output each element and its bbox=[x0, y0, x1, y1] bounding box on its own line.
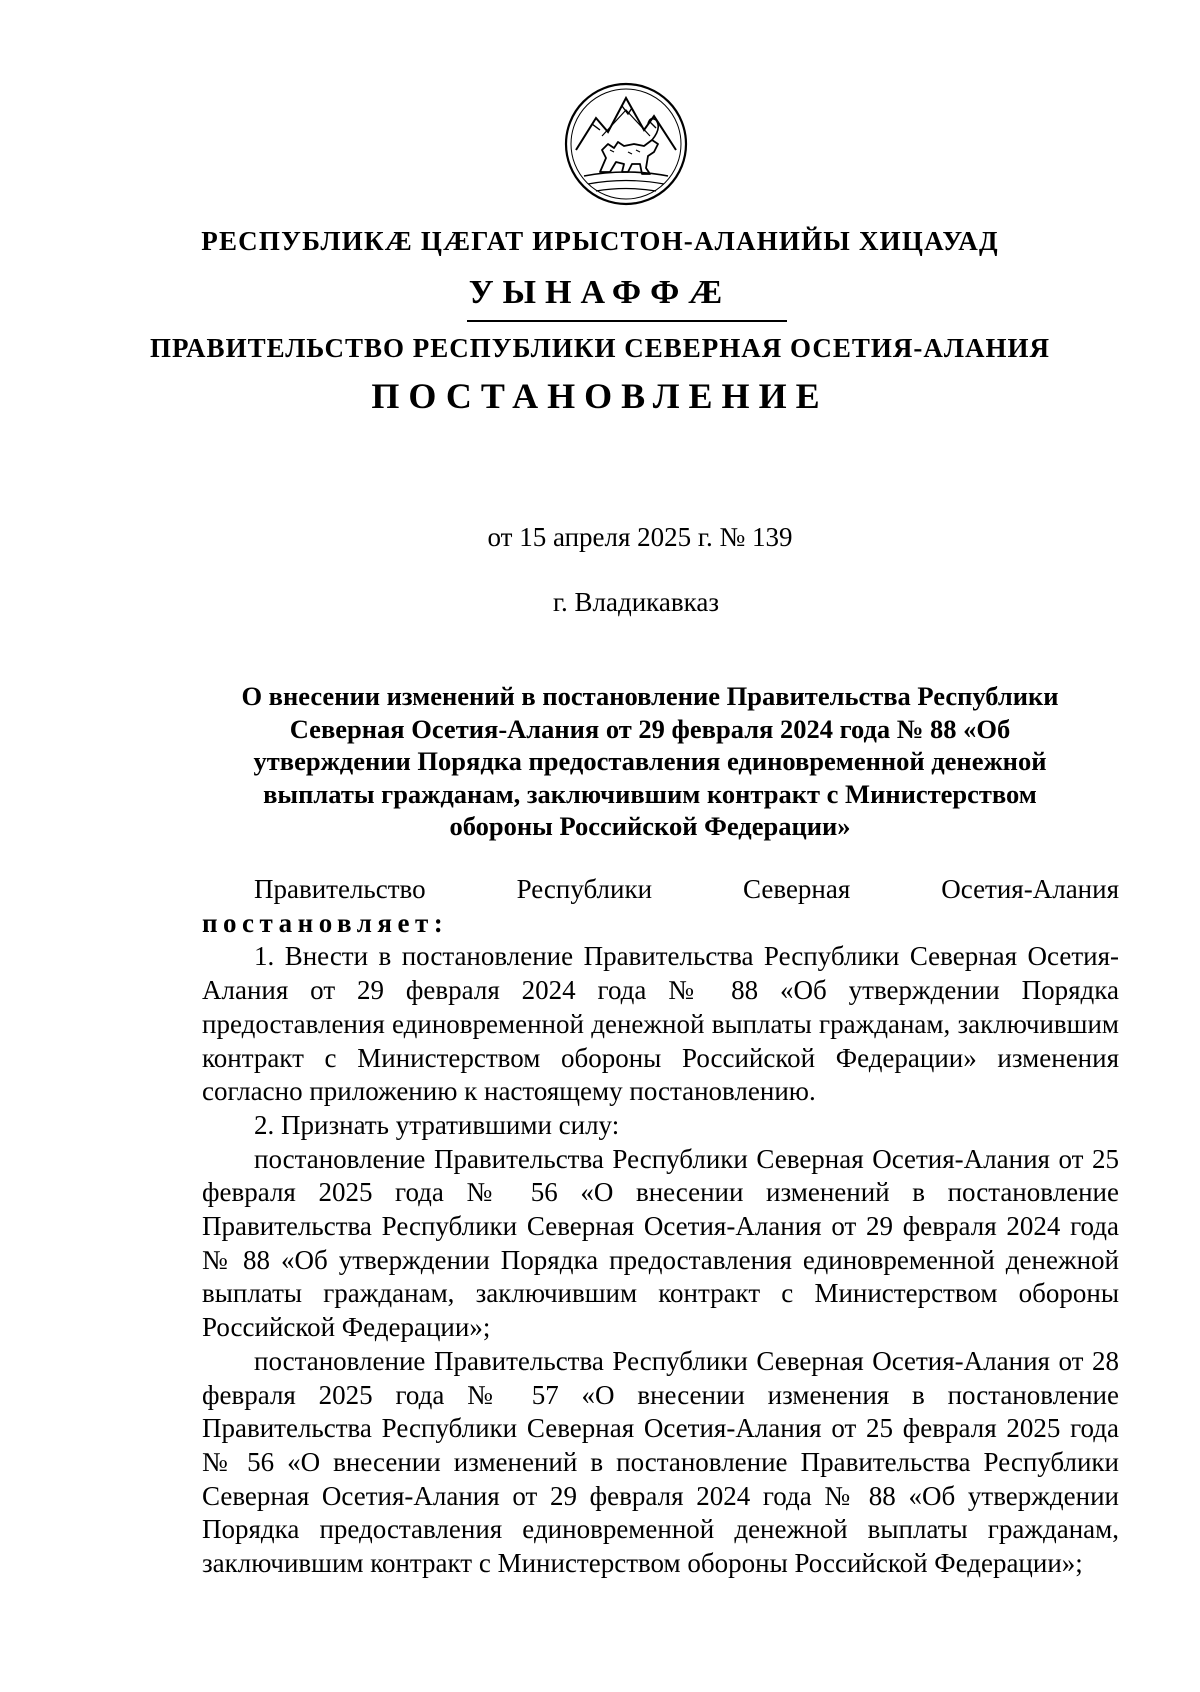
paragraph: постановление Правительства Республики Северная Осетия-Алания от 28 февраля 2025 года № 57 «О внесении изменения в постановление Правительства Республики Северная Осетия-Алания от 25 февраля 2025 года № 56 «О внесении изменений в постановление Правительства Республики Северная Осетия-Алания от 29 февраля 2024 года № 88 «Об утверждении Порядка предоставления единовременной денежной выплаты гражданам, заключившим контракт с Министерством обороны Российской Федерации»; bbox=[202, 1345, 1119, 1579]
document-city: г. Владикавказ bbox=[553, 587, 719, 617]
russian-government-name: ПРАВИТЕЛЬСТВО РЕСПУБЛИКИ СЕВЕРНАЯ ОСЕТИЯ-АЛАНИЯ bbox=[150, 333, 1050, 363]
intro-word: Правительство bbox=[254, 874, 426, 904]
header-divider bbox=[467, 320, 787, 322]
russian-document-type: ПОСТАНОВЛЕНИЕ bbox=[371, 376, 829, 416]
paragraph: 2. Признать утратившими силу: bbox=[254, 1109, 620, 1140]
document-title: О внесении изменений в постановление Правительства Республики Северная Осетия-Алания от 29 февраля 2024 года № 88 «Об утверждении Порядка предоставления единовременной денежной выплаты гражданам, заключившим контракт с Министерством обороны Российской Федерации» bbox=[241, 681, 1059, 841]
coat-of-arms-icon bbox=[562, 80, 690, 208]
decree-word: постановляет: bbox=[202, 907, 449, 938]
ossetian-document-type: УЫНАФФӔ bbox=[468, 274, 732, 311]
intro-word: Республики bbox=[516, 874, 653, 904]
intro-word: Осетия-Алания bbox=[941, 874, 1119, 904]
document-body bbox=[202, 873, 1119, 1581]
paragraph: 1. Внести в постановление Правительства Республики Северная Осетия-Алания от 29 февраля 2024 года № 88 «Об утверждении Порядка предоставления единовременной денежной выплаты гражданам, заключившим контракт с Министерством обороны Российской Федерации» изменения согласно приложению к настоящему постановлению. bbox=[202, 941, 1119, 1107]
paragraph: постановление Правительства Республики Северная Осетия-Алания от 25 февраля 2025 года № 56 «О внесении изменений в постановление Правительства Республики Северная Осетия-Алания от 29 февраля 2024 года № 88 «Об утверждении Порядка предоставления единовременной денежной выплаты гражданам, заключившим контракт с Министерством обороны Российской Федерации»; bbox=[202, 1143, 1119, 1343]
intro-line bbox=[202, 873, 1119, 907]
document-date-number: от 15 апреля 2025 г. № 139 bbox=[487, 522, 793, 552]
ossetian-government-name: РЕСПУБЛИКӔ ЦӔГАТ ИРЫСТОН-АЛАНИЙЫ ХИЦАУАД bbox=[201, 226, 999, 256]
intro-word: Северная bbox=[743, 874, 851, 904]
